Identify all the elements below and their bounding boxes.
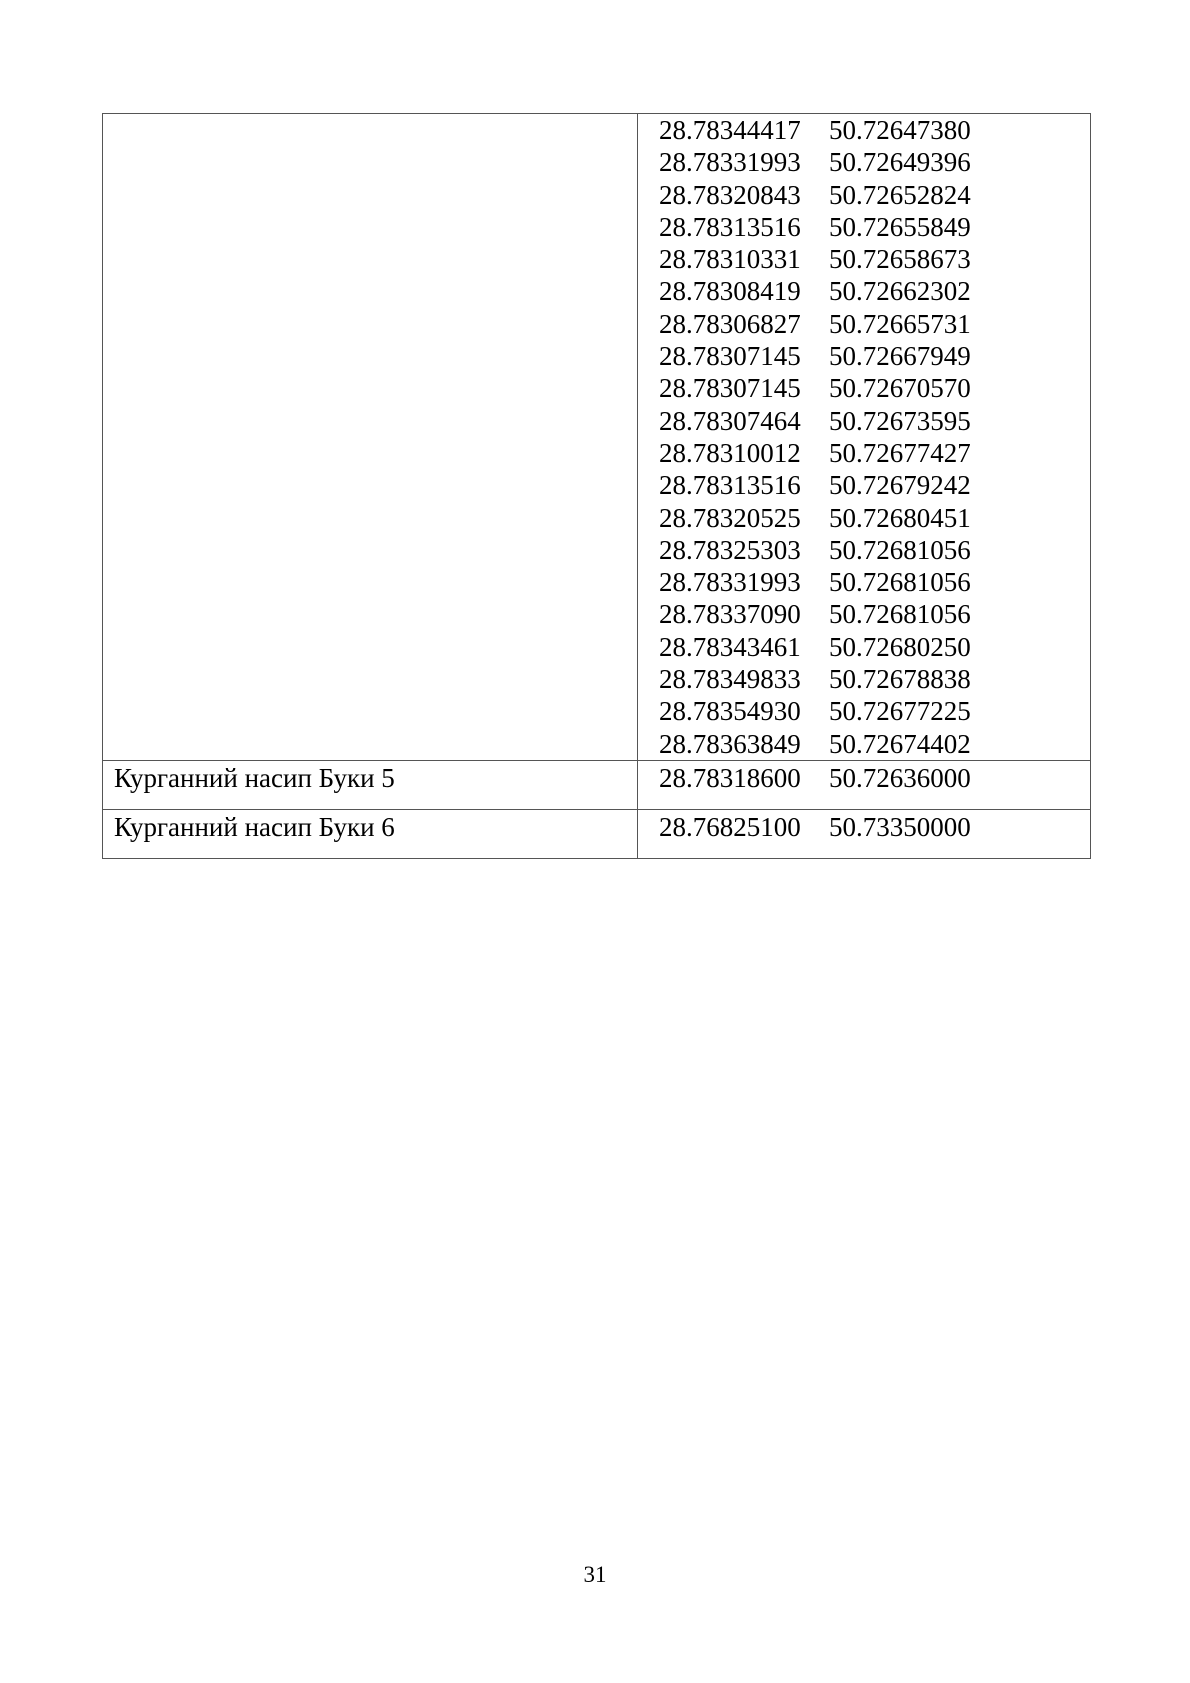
longitude-value: 28.78310012 (659, 437, 801, 468)
latitude-value: 50.72665731 (829, 308, 971, 339)
longitude-value: 28.78307145 (659, 373, 801, 404)
longitude-value: 28.78310331 (659, 244, 801, 275)
page-number: 31 (583, 1562, 607, 1587)
table-row (103, 760, 1091, 809)
latitude-value: 50.72674402 (829, 728, 971, 759)
longitude-value: 28.78363849 (659, 728, 801, 759)
longitude-value: 28.78313516 (659, 470, 801, 501)
longitude-value: 28.78331993 (659, 147, 801, 178)
longitude-value: 28.78320843 (659, 179, 801, 210)
latitude-value: 50.72649396 (829, 147, 971, 178)
coordinate-pair (659, 762, 1090, 794)
coordinate-pair (659, 631, 1090, 663)
coordinate-pair (659, 243, 1090, 275)
object-name-cell (103, 114, 638, 761)
coordinate-pair (659, 811, 1090, 843)
latitude-value: 50.72670570 (829, 373, 971, 404)
latitude-value: 50.72677225 (829, 696, 971, 727)
longitude-value: 28.78318600 (659, 762, 801, 793)
longitude-value: 28.78344417 (659, 115, 801, 145)
coordinates-table (102, 113, 1091, 859)
coordinates-cell (638, 114, 1091, 761)
latitude-value: 50.72677427 (829, 437, 971, 468)
object-name: Курганний насип Буки 5 (114, 762, 395, 793)
longitude-value: 28.78320525 (659, 502, 801, 533)
table-row (103, 809, 1091, 858)
coordinate-pair (659, 146, 1090, 178)
latitude-value: 50.72658673 (829, 244, 971, 275)
latitude-value: 50.72681056 (829, 599, 971, 630)
object-name-cell (103, 760, 638, 809)
latitude-value: 50.72681056 (829, 534, 971, 565)
latitude-value: 50.72680250 (829, 631, 971, 662)
longitude-value: 28.78307145 (659, 341, 801, 372)
coordinate-pair (659, 598, 1090, 630)
coordinate-pair (659, 566, 1090, 598)
longitude-value: 28.76825100 (659, 811, 801, 842)
latitude-value: 50.72647380 (829, 115, 971, 145)
coordinate-list (659, 114, 1090, 760)
coordinate-pair (659, 534, 1090, 566)
latitude-value: 50.72678838 (829, 664, 971, 695)
coordinate-pair (659, 179, 1090, 211)
coordinates-cell (638, 809, 1091, 858)
longitude-value: 28.78331993 (659, 567, 801, 598)
coordinate-pair (659, 114, 1090, 146)
latitude-value: 50.72655849 (829, 211, 971, 242)
coordinate-pair (659, 502, 1090, 534)
coordinates-cell (638, 760, 1091, 809)
longitude-value: 28.78349833 (659, 664, 801, 695)
latitude-value: 50.72680451 (829, 502, 971, 533)
latitude-value: 50.72679242 (829, 470, 971, 501)
coordinate-pair (659, 372, 1090, 404)
longitude-value: 28.78354930 (659, 696, 801, 727)
table-row (103, 114, 1091, 761)
coordinate-pair (659, 728, 1090, 760)
coordinate-pair (659, 275, 1090, 307)
coordinate-pair (659, 663, 1090, 695)
latitude-value: 50.72667949 (829, 341, 971, 372)
object-name-cell (103, 809, 638, 858)
latitude-value: 50.73350000 (829, 811, 971, 842)
coordinate-pair (659, 695, 1090, 727)
latitude-value: 50.72681056 (829, 567, 971, 598)
longitude-value: 28.78308419 (659, 276, 801, 307)
longitude-value: 28.78313516 (659, 211, 801, 242)
coordinate-pair (659, 308, 1090, 340)
coordinate-pair (659, 211, 1090, 243)
latitude-value: 50.72652824 (829, 179, 971, 210)
coordinate-pair (659, 405, 1090, 437)
object-name: Курганний насип Буки 6 (114, 811, 395, 842)
coordinate-pair (659, 340, 1090, 372)
longitude-value: 28.78337090 (659, 599, 801, 630)
coordinate-pair (659, 469, 1090, 501)
longitude-value: 28.78325303 (659, 534, 801, 565)
longitude-value: 28.78307464 (659, 405, 801, 436)
latitude-value: 50.72662302 (829, 276, 971, 307)
longitude-value: 28.78306827 (659, 308, 801, 339)
coordinate-pair (659, 437, 1090, 469)
latitude-value: 50.72673595 (829, 405, 971, 436)
longitude-value: 28.78343461 (659, 631, 801, 662)
latitude-value: 50.72636000 (829, 762, 971, 793)
